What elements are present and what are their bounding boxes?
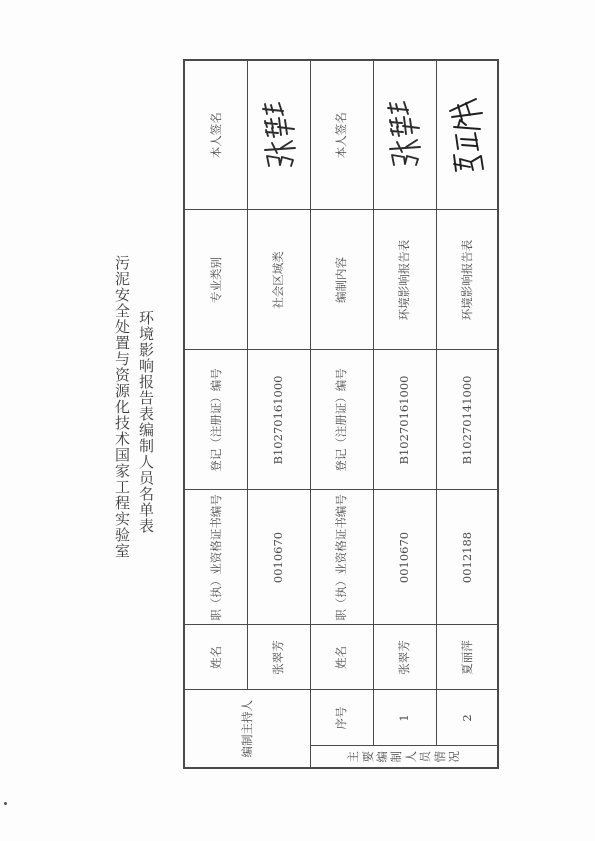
- document-subtitle: 环境影响报告表编制人员名单表: [137, 310, 155, 534]
- host-reg-no: B10270161000: [247, 350, 310, 490]
- staff-header-cert: 职（执）业资格证书编号: [310, 490, 373, 625]
- staff-header-signature: 本人签名: [310, 60, 373, 210]
- staff-section-label: 主要编制人员情况: [310, 746, 498, 768]
- staff-cert-no: 0010670: [373, 490, 436, 625]
- staff-no: 1: [373, 690, 436, 746]
- signature-zhang-image: [385, 100, 425, 170]
- staff-header-no: 序号: [310, 690, 373, 746]
- staff-name: 夏丽萍: [436, 625, 498, 690]
- table-row: [373, 60, 436, 768]
- staff-header-name: 姓名: [310, 625, 373, 690]
- staff-header-content: 编制内容: [310, 210, 373, 350]
- host-cert-no: 0010670: [247, 490, 310, 625]
- staff-signature: [373, 60, 436, 210]
- staff-name: 张翠芳: [373, 625, 436, 690]
- document-title: 污泥安全处置与资源化技术国家工程实验室: [113, 255, 131, 559]
- staff-reg-no: B10270161000: [373, 350, 436, 490]
- staff-cert-no: 0012188: [436, 490, 498, 625]
- host-category: 社会区域类: [247, 210, 310, 350]
- staff-header-row: [310, 60, 373, 768]
- staff-reg-no: B10270141000: [436, 350, 498, 490]
- host-header-name: 姓名: [184, 625, 247, 690]
- staff-content: 环境影响报告表: [373, 210, 436, 350]
- host-signature: [247, 60, 310, 210]
- host-header-row: [184, 60, 247, 768]
- staff-no: 2: [436, 690, 498, 746]
- staff-list-table: [183, 59, 499, 769]
- scan-speck: [4, 802, 7, 805]
- host-header-category: 专业类别: [184, 210, 247, 350]
- staff-table-container: [183, 61, 497, 769]
- host-section-label: 编制主持人: [184, 690, 310, 768]
- table-row: [436, 60, 498, 768]
- staff-header-reg: 登记（注册证）编号: [310, 350, 373, 490]
- host-header-signature: 本人签名: [184, 60, 247, 210]
- staff-content: 环境影响报告表: [436, 210, 498, 350]
- signature-xia-image: [446, 95, 488, 175]
- signature-zhang-image: [259, 100, 299, 170]
- host-header-cert: 职（执）业资格证书编号: [184, 490, 247, 625]
- staff-signature: [436, 60, 498, 210]
- host-row: [247, 60, 310, 768]
- host-name: 张翠芳: [247, 625, 310, 690]
- host-header-reg: 登记（注册证）编号: [184, 350, 247, 490]
